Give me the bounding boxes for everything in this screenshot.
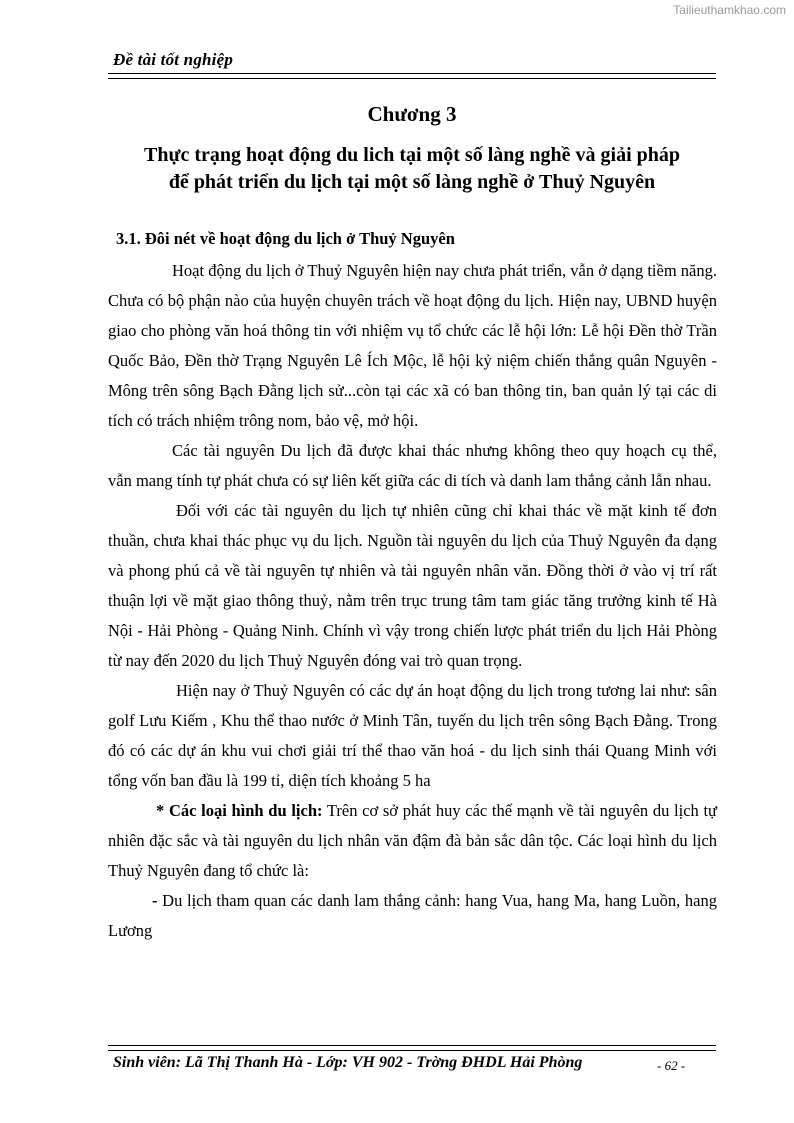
header-double-rule — [108, 73, 716, 79]
paragraph-3: Đối với các tài nguyên du lịch tự nhiên cũng chỉ khai thác về mặt kinh tế đơn thuần, chưa khai thác phục vụ du lịch. Nguồn tài nguyên du lịch của Thuỷ Nguyên đa dạng và phong phú cả về tài nguyên tự nhiên và tài nguyên nhân văn. Đồng thời ở vào vị trí rất thuận lợi về mặt giao thông thuỷ, nằm trên trục trung tâm tam giác tăng trưởng kinh tế Hà Nội - Hải Phòng - Quảng Ninh. Chính vì vậy trong chiến lược phát triển du lịch Hải Phòng từ nay đến 2020 du lịch Thuỷ Nguyên đóng vai trò quan trọng. — [108, 501, 717, 670]
paragraph-4: Hiện nay ở Thuỷ Nguyên có các dự án hoạt động du lịch trong tương lai như: sân golf Lưu Kiếm , Khu thể thao nước ở Minh Tân, tuyến du lịch trên sông Bạch Đằng. Trong đó có các dự án khu vui chơi giải trí thể thao văn hoá - du lịch sinh thái Quang Minh với tổng vốn ban đầu là 199 tỉ, diện tích khoảng 5 ha — [108, 681, 717, 790]
paragraph-6 — [108, 886, 717, 946]
tourism-types-lead: * Các loại hình du lịch: — [156, 801, 323, 820]
section-heading: 3.1. Đôi nét về hoạt động du lịch ở Thuỷ Nguyên — [116, 229, 455, 248]
bullet-dash: - — [152, 891, 158, 910]
chapter-label: Chương 3 — [367, 102, 457, 126]
footer-double-rule — [108, 1045, 716, 1051]
paragraph-1: Hoạt động du lịch ở Thuỷ Nguyên hiện nay chưa phát triển, vẫn ở dạng tiềm năng. Chưa có bộ phận nào của huyện chuyên trách về hoạt động du lịch. Hiện nay, UBND huyện giao cho phòng văn hoá thông tin với nhiệm vụ tổ chức các lễ hội lớn: Lễ hội Đền thờ Trần Quốc Bảo, Đền thờ Trạng Nguyên Lê Ích Mộc, lễ hội kỷ niệm chiến thắng quân Nguyên - Mông trên sông Bạch Đằng lịch sử...còn tại các xã có ban thông tin, ban quản lý tại các di tích có trách nhiệm trông nom, bảo vệ, mở hội. — [108, 261, 717, 430]
bullet-text: Du lịch tham quan các danh lam thắng cảnh: hang Vua, hang Ma, hang Luồn, hang Lương — [108, 891, 717, 940]
chapter-title-line-2: để phát triển du lịch tại một số làng nghề ở Thuỷ Nguyên — [168, 171, 656, 193]
paragraph-5 — [108, 796, 717, 886]
footer-author-info: Sinh viên: Lã Thị Thanh Hà - Lớp: VH 902 - Trờng ĐHDL Hải Phòng — [113, 1054, 583, 1071]
running-header-title: Đề tài tốt nghiệp — [113, 50, 234, 69]
paragraph-2: Các tài nguyên Du lịch đã được khai thác nhưng không theo quy hoạch cụ thể, vẫn mang tính tự phát chưa có sự liên kết giữa các di tích và danh lam thắng cảnh lẫn nhau. — [108, 441, 717, 490]
tourism-types-text: Trên cơ sở phát huy các thế mạnh về tài nguyên du lịch tự nhiên đặc sắc và tài nguyên du lịch nhân văn đậm đà bản sắc dân tộc. Các loại hình du lịch Thuỷ Nguyên đang tổ chức là: — [108, 801, 717, 880]
chapter-title — [100, 142, 724, 196]
page-number: - 62 - — [657, 1058, 686, 1073]
body-text — [108, 256, 717, 946]
watermark-text: Tailieuthamkhao.com — [673, 3, 786, 17]
chapter-title-line-1: Thực trạng hoạt động du lich tại một số làng nghề và giải pháp — [144, 144, 680, 166]
